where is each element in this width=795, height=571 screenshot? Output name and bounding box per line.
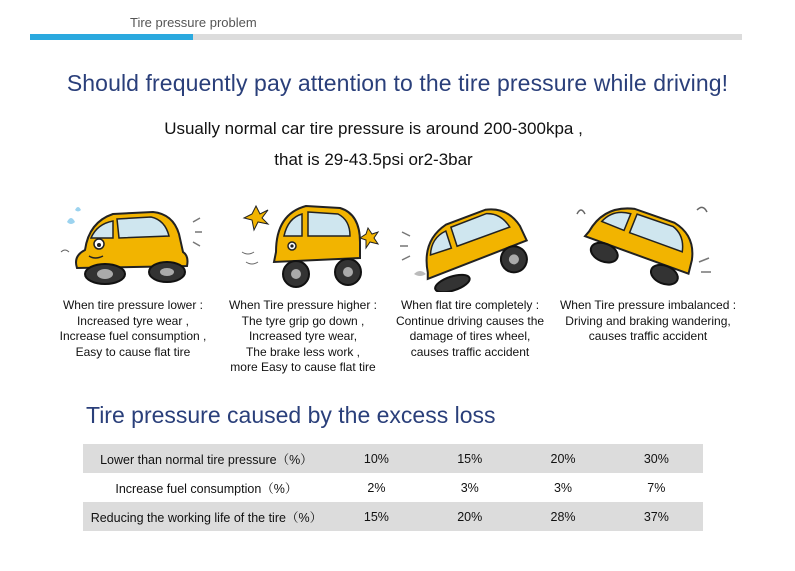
caption-line: The brake less work , [245, 344, 361, 359]
table-cell: 20% [423, 502, 516, 531]
table-row [83, 473, 703, 502]
caption-line: Increase fuel consumption , [59, 329, 207, 343]
caption-line: When Tire pressure imbalanced : [559, 298, 737, 312]
table-cell: 3% [460, 480, 479, 495]
caption-line: When tire pressure lower : [62, 298, 204, 312]
caption-line: Increased tyre wear, [248, 329, 358, 343]
table-cell: 3% [553, 480, 573, 495]
table-cell: 37% [610, 502, 703, 531]
caption-flat-tire [392, 298, 548, 360]
section-divider [30, 34, 742, 40]
loss-table [83, 444, 703, 531]
table-cell: 7% [647, 480, 666, 495]
caption-line: When flat tire completely : [400, 298, 540, 312]
row-label: Lower than normal tire pressure（%） [83, 444, 330, 473]
headline: Should frequently pay attention to the tire pressure while driving! [66, 70, 729, 96]
row-label: Increase fuel consumption（%） [115, 481, 298, 496]
table-cell: 30% [610, 444, 703, 473]
row-label: Reducing the working life of the tire（%） [83, 502, 330, 531]
section-label: Tire pressure problem [130, 15, 257, 30]
caption-line: Easy to cause flat tire [75, 344, 191, 359]
caption-line: Increased tyre wear , [76, 313, 190, 328]
car-flat-tire-icon [396, 192, 546, 292]
table-row [83, 444, 703, 473]
caption-line: causes traffic accident [588, 329, 708, 343]
table-cell: 2% [367, 480, 386, 495]
table-cell: 15% [423, 444, 516, 473]
car-low-pressure-icon [55, 192, 205, 292]
caption-line: damage of tires wheel, [409, 329, 531, 343]
subtitle-line-2: that is 29-43.5psi or2-3bar [274, 150, 473, 169]
caption-line: causes traffic accident [410, 344, 530, 359]
caption-high-pressure [223, 298, 383, 376]
caption-line: Continue driving causes the [395, 313, 545, 328]
caption-line: When Tire pressure higher : [228, 298, 378, 312]
caption-line: The tyre grip go down , [241, 313, 365, 328]
caption-line: Driving and braking wandering, [565, 313, 731, 328]
car-imbalanced-icon [567, 192, 717, 292]
caption-imbalanced [555, 298, 741, 345]
loss-section-title: Tire pressure caused by the excess loss [86, 402, 496, 428]
caption-low-pressure [58, 298, 208, 360]
table-row [83, 502, 703, 531]
table-cell: 10% [330, 444, 423, 473]
table-cell: 20% [516, 444, 609, 473]
table-cell: 28% [516, 502, 609, 531]
subtitle-line-1: Usually normal car tire pressure is around 200-300kpa , [164, 119, 583, 138]
car-high-pressure-icon [236, 192, 386, 292]
divider-accent [30, 34, 193, 40]
table-cell: 15% [330, 502, 423, 531]
caption-line: more Easy to cause flat tire [230, 360, 376, 374]
